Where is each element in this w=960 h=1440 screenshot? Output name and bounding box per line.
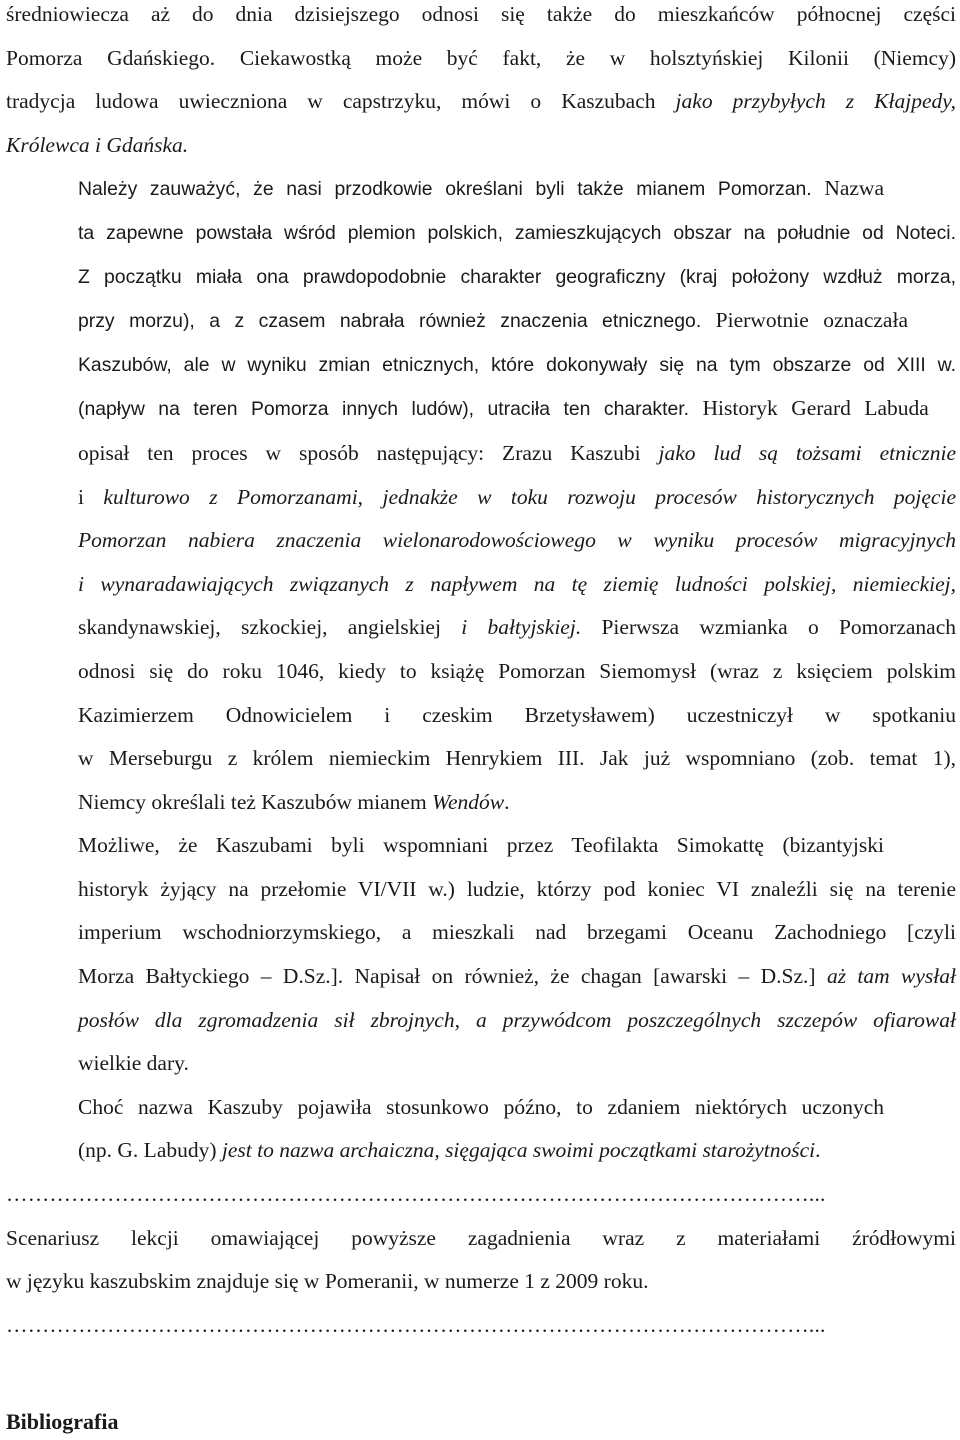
sans-run: Należy zauważyć, że nasi przodkowie określani byli także mianem Pomorzan. [78, 178, 812, 201]
text-run: . [815, 1138, 821, 1163]
italic-run: jako lud są tożsami etnicznie [658, 440, 956, 465]
paragraph-2 [6, 167, 956, 824]
text-line: Możliwe, że Kaszubami byli wspomniani przez Teofilakta Simokattę (bizantyjski [78, 833, 884, 858]
dotted-separator: …………………………………………………………………………………………………... [6, 1312, 826, 1337]
text-run: Historyk Gerard Labuda [689, 396, 929, 421]
text-run: Pierwotnie oznaczała [701, 308, 908, 333]
text-line: średniowiecza aż do dnia dzisiejszego odnosi się także do mieszkańców północnej części [6, 2, 956, 26]
sans-run: przy morzu), a z czasem nabrała również znaczenia etnicznego. [78, 310, 702, 333]
italic-run: i bałtyjskiej. [461, 615, 582, 640]
italic-run: jest to nazwa archaiczna, sięgająca swoimi początkami starożytności [221, 1138, 816, 1163]
italic-run: Wendów [432, 789, 505, 814]
text-run: skandynawskiej, szkockiej, angielskiej [78, 615, 462, 640]
text-line [6, 476, 956, 520]
text-line: ta zapewne powstała wśród plemion polskich, zamieszkujących obszar na południe od Noteci. [78, 221, 956, 244]
text-line: Scenariusz lekcji omawiającej powyższe zagadnienia wraz z materiałami źródłowymi [6, 1225, 956, 1250]
italic-run: Królewca i Gdańska. [6, 132, 189, 157]
dotted-separator: …………………………………………………………………………………………………... [6, 1182, 826, 1207]
text-run: (np. G. Labudy) [78, 1138, 222, 1163]
text-line [6, 563, 956, 607]
text-line: Choć nazwa Kaszuby pojawiła stosunkowo późno, to zdaniem niektórych uczonych [78, 1094, 884, 1119]
text-line [6, 80, 956, 124]
text-line: historyk żyjący na przełomie VI/VII w.) ludzie, którzy pod koniec VI znaleźli się na terenie [78, 876, 956, 901]
text-line: imperium wschodniorzymskiego, a mieszkali nad brzegami Oceanu Zachodniego [czyli [78, 920, 956, 945]
paragraph-4 [6, 1086, 956, 1173]
text-line: Z początku miała ona prawdopodobnie charakter geograficzny (kraj położony wzdłuż morza, [78, 265, 956, 288]
text-run: Niemcy określali też Kaszubów mianem [78, 789, 433, 814]
italic-run: kulturowo z Pomorzanami, jednakże w toku rozwoju procesów historycznych pojęcie [103, 484, 956, 509]
text-line [6, 999, 956, 1043]
text-run: tradycja ludowa uwieczniona w capstrzyku, mówi o Kaszubach [6, 89, 676, 114]
italic-run: Pomorzan nabiera znaczenia wielonarodowościowego w wyniku procesów migracyjnych [78, 528, 956, 553]
text-line [6, 519, 956, 563]
italic-run: aż tam wysłał [826, 964, 956, 989]
text-line [6, 387, 956, 432]
paragraph-3 [6, 824, 956, 1086]
text-line [6, 299, 956, 344]
text-line: Kaszubów, ale w wyniku zmian etnicznych, które dokonywały się na tym obszarze od XIII w. [78, 353, 956, 376]
text-line [6, 124, 956, 168]
text-line: w Merseburgu z królem niemieckim Henrykiem III. Jak już wspomniano (zob. temat 1), [78, 746, 956, 771]
text-run: opisał ten proces w sposób następujący: Zrazu Kaszubi [78, 440, 659, 465]
text-line: wielkie dary. [78, 1051, 189, 1076]
text-line [6, 1129, 956, 1173]
italic-run: posłów dla zgromadzenia sił zbrojnych, a przywódcom poszczególnych szczepów ofiarował [78, 1007, 956, 1032]
text-line: w języku kaszubskim znajduje się w Pomeranii, w numerze 1 z 2009 roku. [6, 1269, 649, 1294]
text-run: Nazwa [811, 176, 885, 201]
paragraph-1 [6, 0, 956, 167]
text-line: Pomorza Gdańskiego. Ciekawostką może być fakt, że w holsztyńskiej Kilonii (Niemcy) [6, 45, 956, 70]
text-line [6, 955, 956, 999]
text-line [6, 432, 956, 476]
text-run: i [78, 484, 104, 509]
section-heading: Bibliografia [6, 1409, 119, 1434]
sans-run: (napływ na teren Pomorza innych ludów), utraciła ten charakter. [78, 398, 690, 421]
document-page [6, 0, 956, 1347]
text-run: Pierwsza wzmianka o Pomorzanach [581, 615, 956, 640]
italic-run: jako przybyłych z Kłajpedy, [675, 89, 956, 114]
text-line [6, 781, 956, 825]
text-line: odnosi się do roku 1046, kiedy to książę Pomorzan Siemomysł (wraz z księciem polskim [78, 658, 956, 683]
text-run: . [504, 789, 510, 814]
text-line [6, 606, 956, 650]
text-line [6, 167, 956, 212]
italic-run: i wynaradawiających związanych z napływem na tę ziemię ludności polskiej, niemieckiej, [78, 571, 956, 596]
text-line: Kazimierzem Odnowicielem i czeskim Brzetysławem) uczestniczył w spotkaniu [78, 702, 956, 727]
paragraph-5 [6, 1217, 956, 1304]
text-run: Morza Bałtyckiego – D.Sz.]. Napisał on również, że chagan [awarski – D.Sz.] [78, 964, 827, 989]
